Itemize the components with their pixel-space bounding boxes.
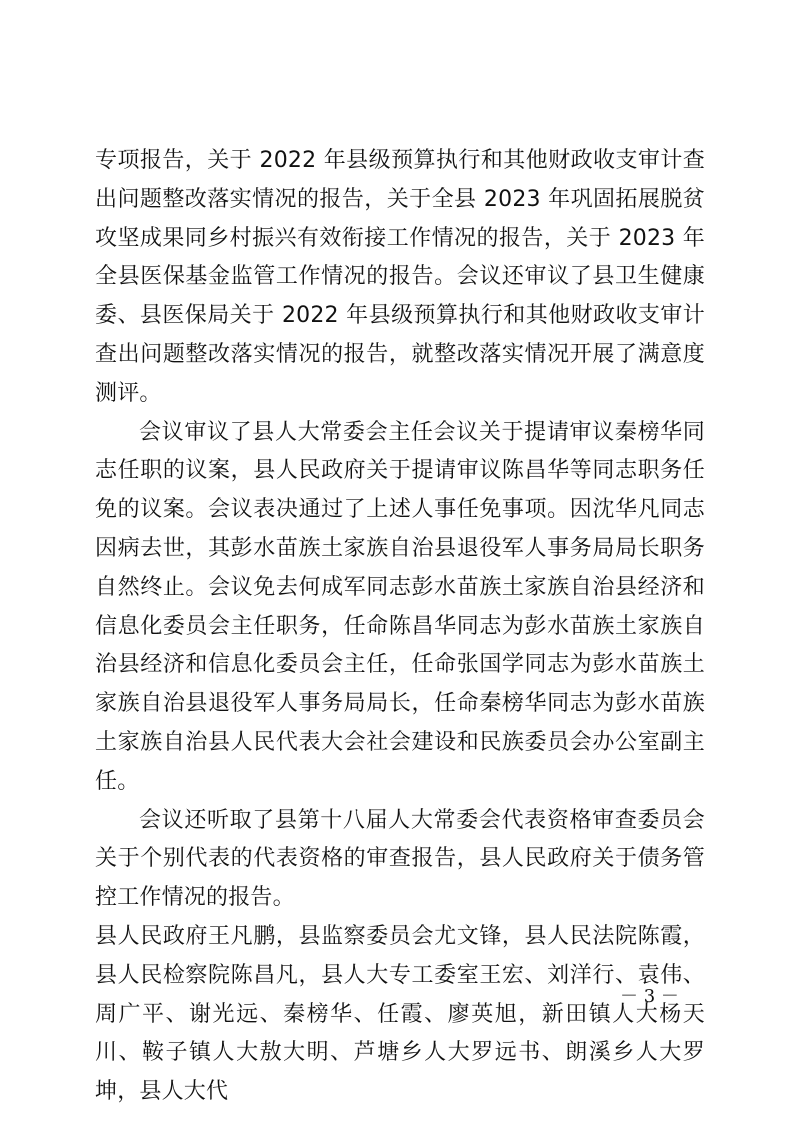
paragraph-attendees: 县人民政府王凡鹏，县监察委员会尤文锋，县人民法院陈霞，县人民检察院陈昌凡，县人大专工委室王宏、刘洋行、袁伟、周广平、谢光远、秦榜华、任霞、廖英旭，新田镇人大杨天川、鞍子镇人大敖大明、芦塘乡人大罗远书、朗溪乡人大罗坤，县人大代 xyxy=(95,923,705,1105)
paragraph-additional-reports: 会议还听取了县第十八届人大常委会代表资格审查委员会关于个别代表的代表资格的审查报告，县人民政府关于债务管控工作情况的报告。 xyxy=(95,807,705,911)
page-number: － 3 － xyxy=(620,986,679,1007)
document-body xyxy=(95,142,705,1112)
paragraph-special-reports: 专项报告，关于 2022 年县级预算执行和其他财政收支审计查出问题整改落实情况的报告，关于全县 2023 年巩固拓展脱贫攻坚成果同乡村振兴有效衔接工作情况的报告，关于 2023 年全县医保基金监管工作情况的报告。会议还审议了县卫生健康委、县医保局关于 2022 年县级预算执行和其他财政收支审计查出问题整改落实情况的报告，就整改落实情况开展了满意度测评。 xyxy=(95,148,705,406)
paragraph-personnel-appointments: 会议审议了县人大常委会主任会议关于提请审议秦榜华同志任职的议案，县人民政府关于提请审议陈昌华等同志职务任免的议案。会议表决通过了上述人事任免事项。因沈华凡同志因病去世，其彭水苗族土家族自治县退役军人事务局局长职务自然终止。会议免去何成军同志彭水苗族土家族自治县经济和信息化委员会主任职务，任命陈昌华同志为彭水苗族土家族自治县经济和信息化委员会主任，任命张国学同志为彭水苗族土家族自治县退役军人事务局局长，任命秦榜华同志为彭水苗族土家族自治县人民代表大会社会建设和民族委员会办公室副主任。 xyxy=(95,419,705,794)
